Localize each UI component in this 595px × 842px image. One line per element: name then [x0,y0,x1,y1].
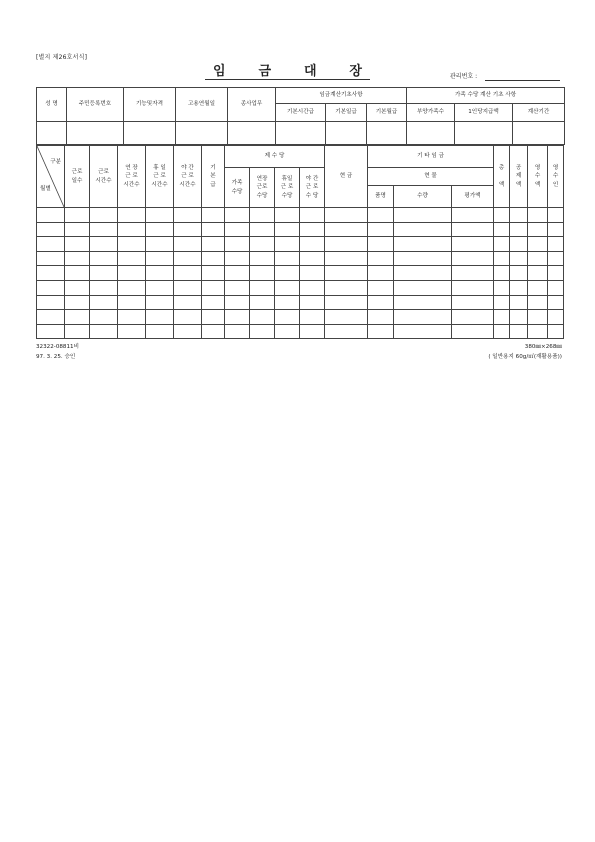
skill-header: 기능및자격 [124,88,176,122]
table-cell[interactable] [528,324,548,339]
table-cell[interactable] [146,251,174,266]
table-cell[interactable] [325,251,368,266]
receipt-amount-header: 영 수 액 [528,146,548,208]
table-cell[interactable] [146,237,174,252]
table-cell[interactable] [548,251,564,266]
table-cell[interactable] [494,324,510,339]
table-cell[interactable] [394,222,452,237]
table-cell[interactable] [368,208,394,223]
base-hourly-cell[interactable] [276,122,326,145]
table-cell[interactable] [510,280,528,295]
hire-date-header: 고용연월일 [176,88,228,122]
table-cell[interactable] [202,237,225,252]
receipt-seal-header: 영 수 인 [548,146,564,208]
table-cell[interactable] [452,324,494,339]
table-cell[interactable] [37,310,65,325]
table-cell[interactable] [202,295,225,310]
table-cell[interactable] [394,310,452,325]
table-cell[interactable] [174,280,202,295]
name-header: 성 명 [37,88,67,122]
table-cell[interactable] [118,280,146,295]
table-cell[interactable] [300,280,325,295]
table-cell[interactable] [37,324,65,339]
table-cell[interactable] [65,295,90,310]
table-cell[interactable] [528,237,548,252]
table-cell[interactable] [250,251,275,266]
table-cell[interactable] [37,237,65,252]
employee-info-table [36,87,565,145]
table-cell[interactable] [225,266,250,281]
table-cell[interactable] [510,310,528,325]
table-cell[interactable] [250,324,275,339]
table-row [37,237,564,252]
table-cell[interactable] [510,222,528,237]
cash-header: 현 금 [325,146,368,208]
table-cell[interactable] [494,237,510,252]
table-cell[interactable] [300,208,325,223]
management-number-field[interactable] [485,80,560,81]
table-cell[interactable] [368,280,394,295]
table-cell[interactable] [548,222,564,237]
dependents-header: 부양가족수 [407,104,455,122]
table-cell[interactable] [452,266,494,281]
table-cell[interactable] [275,280,300,295]
table-cell[interactable] [368,324,394,339]
table-cell[interactable] [494,266,510,281]
title-char: 장 [349,64,362,79]
table-cell[interactable] [225,251,250,266]
table-cell[interactable] [494,208,510,223]
table-cell[interactable] [510,251,528,266]
table-cell[interactable] [146,222,174,237]
table-cell[interactable] [202,266,225,281]
duty-cell[interactable] [228,122,276,145]
title-char: 임 [213,64,226,79]
table-cell[interactable] [452,222,494,237]
table-cell[interactable] [65,237,90,252]
management-number-label: 관리번호 : [450,73,478,80]
table-cell[interactable] [394,324,452,339]
resident-id-cell[interactable] [67,122,124,145]
table-cell[interactable] [37,251,65,266]
table-cell[interactable] [250,222,275,237]
table-cell[interactable] [250,266,275,281]
table-cell[interactable] [494,310,510,325]
table-cell[interactable] [528,222,548,237]
table-cell[interactable] [325,208,368,223]
table-cell[interactable] [146,310,174,325]
table-cell[interactable] [510,295,528,310]
table-row [37,251,564,266]
family-allowance-header: 가족 수당 [225,168,250,208]
table-cell[interactable] [174,222,202,237]
table-cell[interactable] [452,280,494,295]
table-cell[interactable] [452,251,494,266]
table-row [37,295,564,310]
corner-category-label: 구분 [50,159,61,165]
table-cell[interactable] [65,251,90,266]
overtime-allowance-header: 연장 근로 수당 [250,168,275,208]
holiday-allowance-header: 휴일 근 로 수당 [275,168,300,208]
table-cell[interactable] [37,280,65,295]
table-cell[interactable] [300,251,325,266]
table-cell[interactable] [528,310,548,325]
table-cell[interactable] [37,208,65,223]
table-cell[interactable] [394,251,452,266]
table-cell[interactable] [65,222,90,237]
table-cell[interactable] [275,222,300,237]
category-month-corner [37,146,65,208]
name-cell[interactable] [37,122,67,145]
table-cell[interactable] [118,251,146,266]
holiday-hours-header: 휴 일 근 로 시간수 [146,146,174,208]
table-cell[interactable] [225,310,250,325]
table-cell[interactable] [250,295,275,310]
night-hours-header: 야 간 근 로 시간수 [174,146,202,208]
table-cell[interactable] [202,222,225,237]
table-cell[interactable] [146,324,174,339]
table-cell[interactable] [118,222,146,237]
table-cell[interactable] [174,266,202,281]
table-cell[interactable] [548,310,564,325]
table-cell[interactable] [90,295,118,310]
overtime-hours-header: 연 장 근 로 시간수 [118,146,146,208]
table-cell[interactable] [275,324,300,339]
table-cell[interactable] [548,237,564,252]
base-hourly-header: 기본시간급 [276,104,326,122]
wage-ledger-table [36,145,564,339]
family-allowance-basis-header: 가족 수당 계산 기초 사항 [407,88,565,104]
table-cell[interactable] [452,310,494,325]
table-cell[interactable] [300,295,325,310]
base-pay-header: 기 본 급 [202,146,225,208]
per-person-amount-cell[interactable] [455,122,513,145]
table-cell[interactable] [452,237,494,252]
calc-period-header: 계산기간 [513,104,565,122]
table-cell[interactable] [225,208,250,223]
item-name-header: 품명 [368,186,394,208]
table-cell[interactable] [368,266,394,281]
resident-id-header: 주민등록번호 [67,88,124,122]
page-title [205,60,370,80]
table-cell[interactable] [368,310,394,325]
table-cell[interactable] [548,208,564,223]
table-cell[interactable] [494,280,510,295]
table-cell[interactable] [146,295,174,310]
table-cell[interactable] [325,266,368,281]
table-cell[interactable] [174,324,202,339]
table-cell[interactable] [37,266,65,281]
other-wages-header: 기 타 임 금 [368,146,494,168]
table-cell[interactable] [528,208,548,223]
table-cell[interactable] [225,280,250,295]
table-cell[interactable] [325,310,368,325]
table-cell[interactable] [225,324,250,339]
deduction-header: 공 제 액 [510,146,528,208]
table-cell[interactable] [452,208,494,223]
table-cell[interactable] [225,222,250,237]
table-cell[interactable] [325,324,368,339]
table-cell[interactable] [368,295,394,310]
table-cell[interactable] [368,222,394,237]
table-cell[interactable] [90,310,118,325]
table-cell[interactable] [90,324,118,339]
table-cell[interactable] [174,237,202,252]
skill-cell[interactable] [124,122,176,145]
table-cell[interactable] [202,208,225,223]
table-cell[interactable] [225,237,250,252]
night-allowance-header: 야 간 근 로 수 당 [300,168,325,208]
work-days-header: 근로 일수 [65,146,90,208]
table-cell[interactable] [368,237,394,252]
table-cell[interactable] [275,237,300,252]
table-cell[interactable] [37,295,65,310]
work-hours-header: 근로 시간수 [90,146,118,208]
table-cell[interactable] [494,222,510,237]
table-cell[interactable] [394,237,452,252]
table-cell[interactable] [202,310,225,325]
table-cell[interactable] [146,280,174,295]
table-cell[interactable] [90,280,118,295]
wage-basis-header: 임금계산기초사항 [276,88,407,104]
table-cell[interactable] [300,266,325,281]
table-row [37,310,564,325]
table-cell[interactable] [146,208,174,223]
table-cell[interactable] [325,295,368,310]
table-cell[interactable] [118,295,146,310]
base-monthly-header: 기본월급 [367,104,407,122]
table-cell[interactable] [275,208,300,223]
table-cell[interactable] [146,266,174,281]
table-cell[interactable] [118,208,146,223]
table-cell[interactable] [394,295,452,310]
table-cell[interactable] [325,237,368,252]
table-cell[interactable] [250,310,275,325]
per-person-amount-header: 1인당지급액 [455,104,513,122]
duty-header: 종사업무 [228,88,276,122]
table-cell[interactable] [118,310,146,325]
table-cell[interactable] [510,266,528,281]
base-daily-header: 기본일급 [326,104,367,122]
form-code: 32322-08811비 [36,344,80,350]
table-cell[interactable] [174,310,202,325]
table-cell[interactable] [452,295,494,310]
table-row [37,208,564,223]
valuation-header: 평가액 [452,186,494,208]
hire-date-cell[interactable] [176,122,228,145]
base-daily-cell[interactable] [326,122,367,145]
base-monthly-cell[interactable] [367,122,407,145]
table-cell[interactable] [118,266,146,281]
quantity-header: 수량 [394,186,452,208]
approval-date: 97. 3. 25. 승인 [36,354,76,360]
table-cell[interactable] [528,266,548,281]
paper-spec: ( 일반용지 60g/㎡(재활용품)) [488,354,562,360]
table-cell[interactable] [225,295,250,310]
table-cell[interactable] [275,251,300,266]
allowances-header: 제 수 당 [225,146,325,168]
table-cell[interactable] [510,237,528,252]
table-cell[interactable] [394,266,452,281]
table-cell[interactable] [202,324,225,339]
table-cell[interactable] [90,266,118,281]
table-cell[interactable] [37,222,65,237]
table-cell[interactable] [300,222,325,237]
table-cell[interactable] [90,237,118,252]
title-char: 금 [258,64,272,79]
table-cell[interactable] [202,280,225,295]
calc-period-cell[interactable] [513,122,565,145]
table-cell[interactable] [300,310,325,325]
table-cell[interactable] [494,251,510,266]
table-cell[interactable] [118,237,146,252]
table-cell[interactable] [250,237,275,252]
table-cell[interactable] [528,251,548,266]
table-cell[interactable] [65,324,90,339]
table-row [37,222,564,237]
table-cell[interactable] [250,280,275,295]
table-cell[interactable] [65,310,90,325]
table-cell[interactable] [325,222,368,237]
table-cell[interactable] [528,280,548,295]
table-cell[interactable] [65,208,90,223]
form-number: [별지 제26호서식] [36,54,88,61]
in-kind-header: 현 물 [368,168,494,186]
table-row [37,280,564,295]
total-header: 총 액 [494,146,510,208]
table-cell[interactable] [510,208,528,223]
table-cell[interactable] [202,251,225,266]
corner-month-label: 월별 [40,185,51,192]
table-cell[interactable] [90,222,118,237]
table-cell[interactable] [174,251,202,266]
table-cell[interactable] [90,251,118,266]
paper-size: 380㎜×268㎜ [524,344,562,350]
table-cell[interactable] [174,208,202,223]
table-cell[interactable] [368,251,394,266]
table-cell[interactable] [65,280,90,295]
title-char: 대 [303,64,317,79]
table-cell[interactable] [250,208,275,223]
table-cell[interactable] [275,310,300,325]
table-cell[interactable] [275,266,300,281]
table-cell[interactable] [548,295,564,310]
table-cell[interactable] [174,295,202,310]
table-cell[interactable] [300,237,325,252]
table-cell[interactable] [494,295,510,310]
table-cell[interactable] [90,208,118,223]
table-cell[interactable] [300,324,325,339]
table-cell[interactable] [118,324,146,339]
dependents-cell[interactable] [407,122,455,145]
table-cell[interactable] [510,324,528,339]
table-row [37,324,564,339]
table-cell[interactable] [548,324,564,339]
table-cell[interactable] [65,266,90,281]
table-cell[interactable] [394,208,452,223]
table-cell[interactable] [548,280,564,295]
table-cell[interactable] [394,280,452,295]
table-cell[interactable] [275,295,300,310]
table-cell[interactable] [528,295,548,310]
table-cell[interactable] [325,280,368,295]
table-cell[interactable] [548,266,564,281]
table-row [37,266,564,281]
